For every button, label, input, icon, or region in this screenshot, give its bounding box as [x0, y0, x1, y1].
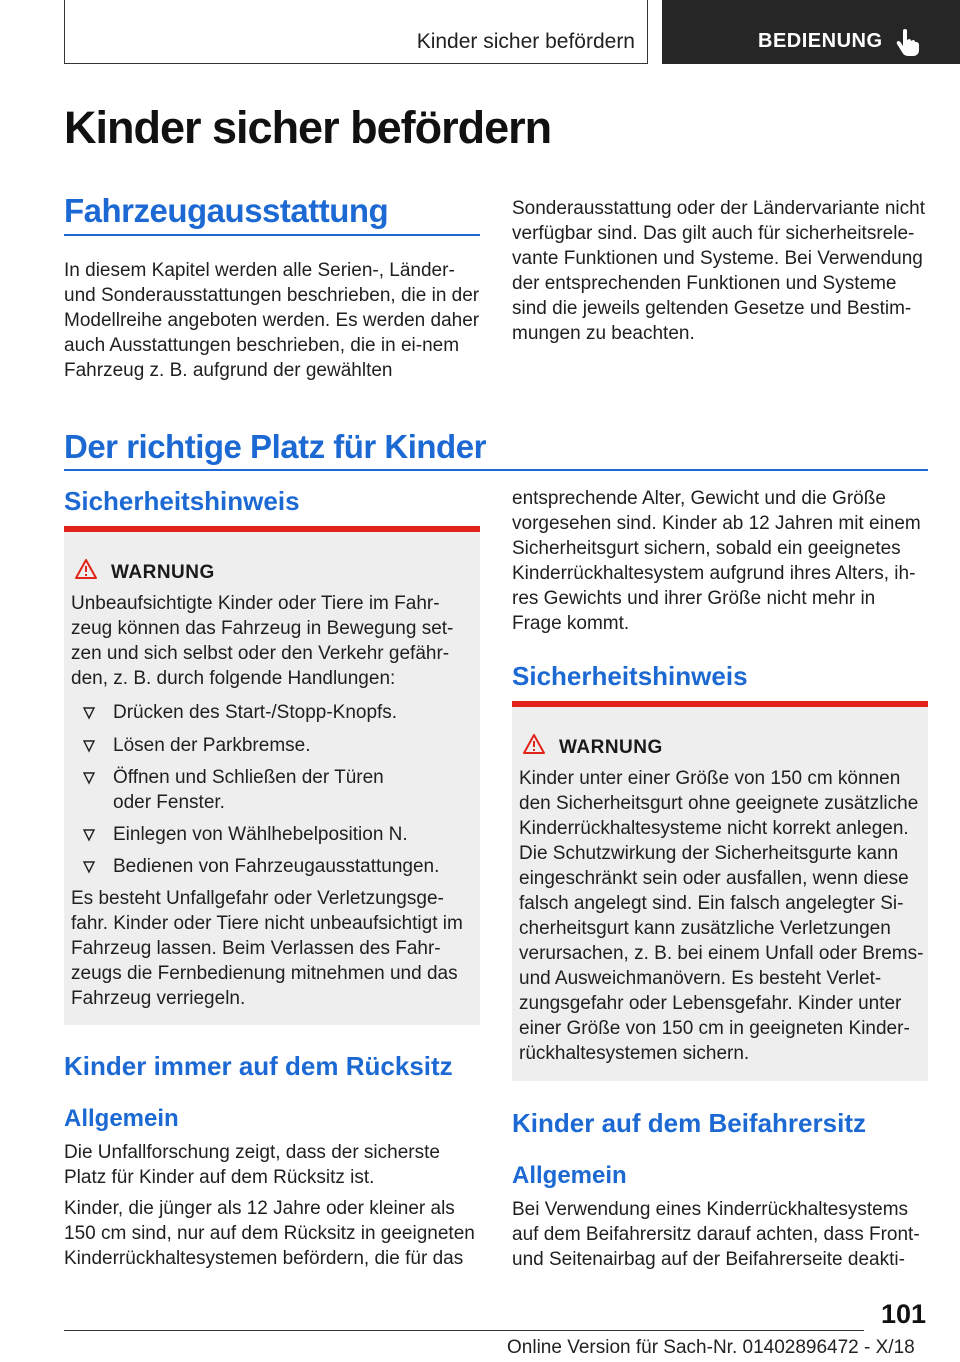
- subheading-allgemein: Allgemein: [64, 1105, 179, 1132]
- fahrzeug-text-left: In diesem Kapitel werden alle Serien-, Länder- und Sonderausstattungen beschrieben, die in der Modellreihe angeboten werden. Es werden daher auch Ausstattungen beschrieben, die in ei-nem Fahrzeug z. B. aufgrund der gewählten: [64, 260, 480, 381]
- warning-label: WARNUNG: [111, 562, 215, 583]
- chapter-header: [64, 0, 648, 64]
- list-item: Bedienen von Fahrzeugausstattungen.: [79, 854, 469, 879]
- heading-rule: [64, 469, 928, 471]
- page-title: Kinder sicher befördern: [64, 102, 552, 153]
- triangle-bullet-icon: [79, 828, 99, 842]
- heading-rule: [64, 234, 480, 236]
- ruecksitz-p2-cont: entsprechende Alter, Gewicht und die Größe vorgesehen sind. Kinder ab 12 Jahren mit einem Sicherheitsgurt sichern, sobald ein geeignetes Kinderrückhaltesystem aufgrund ihres Alters, ih-res Gewichts und ihrer Größe nicht mehr in Frage kommt.: [512, 488, 921, 634]
- heading-ruecksitz: Kinder immer auf dem Rücksitz: [64, 1051, 453, 1081]
- list-item: Drücken des Start-/Stopp-Knopfs.: [79, 700, 469, 725]
- footer-rule: [64, 1330, 864, 1331]
- warning-triangle-icon: [74, 558, 98, 580]
- triangle-bullet-icon: [79, 860, 99, 874]
- list-item: Lösen der Parkbremse.: [79, 733, 469, 758]
- subheading-allgemein: Allgemein: [512, 1162, 627, 1189]
- list-item: Einlegen von Wählhebelposition N.: [79, 822, 469, 847]
- heading-beifahrersitz: Kinder auf dem Beifahrersitz: [512, 1108, 866, 1138]
- fahrzeug-text-right: Sonderausstattung oder der Ländervariante nicht verfügbar sind. Das gilt auch für sicherheitsrele-vante Funktionen und Systeme. Bei Verwendung der entsprechenden Funktionen und Systeme sind die jeweils geltenden Gesetze und Bestim-mungen zu beachten.: [512, 198, 925, 344]
- warning-intro: Unbeaufsichtigte Kinder oder Tiere im Fahr-zeug können das Fahrzeug in Bewegung set-zen und sich selbst oder den Verkehr gefähr-den, z. B. durch folgende Handlungen:: [71, 593, 454, 689]
- triangle-bullet-icon: [79, 739, 99, 753]
- section-label: BEDIENUNG: [758, 30, 883, 52]
- warning-box-1: [64, 526, 480, 1025]
- warning-box-2: [512, 701, 928, 1081]
- triangle-bullet-icon: [79, 771, 99, 785]
- heading-richtiger-platz: Der richtige Platz für Kinder: [64, 428, 486, 465]
- warning-triangle-icon: [522, 733, 546, 755]
- ruecksitz-p1: Die Unfallforschung zeigt, dass der sicherste Platz für Kinder auf dem Rücksitz ist.: [64, 1142, 440, 1188]
- warning-text: Kinder unter einer Größe von 150 cm können den Sicherheitsgurt ohne geeignete zusätzliche Kinderrückhaltesysteme nicht korrekt anlegen. Die Schutzwirkung der Sicherheitsgurte kann eingeschränkt sein oder ausfallen, wenn diese falsch angelegt sind. Ein falsch angelegter Si-cherheitsgurt kann zusätzliche Verletzungen verursachen, z. B. bei einem Unfall oder Brems- und Ausweichmanövern. Es besteht Verlet-zungsgefahr oder Lebensgefahr. Kinder unter einer Größe von 150 cm in geeigneten Kinder-rückhaltesystemen sichern.: [519, 768, 924, 1064]
- warning-label: WARNUNG: [559, 737, 663, 758]
- online-version: Online Version für Sach-Nr. 01402896472 - X/18: [507, 1337, 915, 1358]
- heading-sicherheitshinweis-2: Sicherheitshinweis: [512, 661, 748, 691]
- heading-sicherheitshinweis-1: Sicherheitshinweis: [64, 486, 300, 516]
- warning-outro: Es besteht Unfallgefahr oder Verletzungsge-fahr. Kinder oder Tiere nicht unbeaufsichtigt im Fahrzeug lassen. Beim Verlassen des Fahr-zeugs die Fernbedienung mitnehmen und das Fahrzeug verriegeln.: [71, 888, 463, 1009]
- heading-fahrzeugausstattung: Fahrzeugausstattung: [64, 192, 389, 229]
- section-header: [662, 0, 960, 64]
- chapter-title: Kinder sicher befördern: [416, 30, 635, 53]
- beifahrer-text: Bei Verwendung eines Kinderrückhaltesystems auf dem Beifahrersitz darauf achten, dass Front- und Seitenairbag auf der Beifahrerseite deakti-: [512, 1199, 920, 1270]
- page-number: 101: [880, 1299, 926, 1329]
- list-item: Öffnen und Schließen der Türen oder Fenster.: [79, 765, 419, 815]
- pointing-hand-icon: [895, 28, 921, 56]
- triangle-bullet-icon: [79, 706, 99, 720]
- ruecksitz-p2: Kinder, die jünger als 12 Jahre oder kleiner als 150 cm sind, nur auf dem Rücksitz in geeigneten Kinderrückhaltesystemen befördern, die für das: [64, 1198, 475, 1269]
